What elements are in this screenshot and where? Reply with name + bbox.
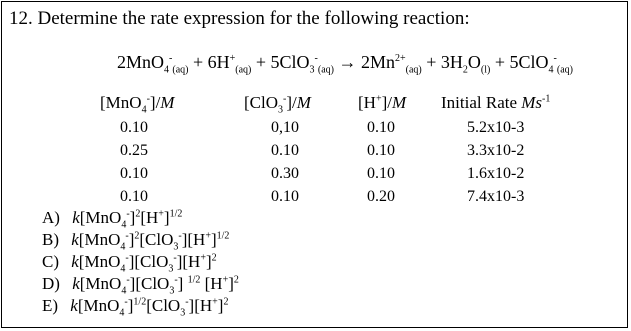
- eq-sup: -: [314, 53, 318, 64]
- eq-o: O: [467, 52, 481, 72]
- reaction-arrow: →: [338, 52, 357, 72]
- eq-sub: 4: [548, 64, 554, 76]
- header-mno4: [MnO$_4$-]/M: [100, 93, 175, 116]
- table-cell: 0,10: [271, 119, 299, 136]
- eq-product-1: 2Mn: [361, 52, 396, 72]
- table-cell: 0.25: [120, 142, 148, 159]
- eq-state: (aq): [235, 64, 252, 76]
- header-h: [H+]/M: [358, 93, 407, 112]
- table-cell: 0.10: [271, 142, 299, 159]
- eq-state: (aq): [556, 64, 573, 76]
- eq-reactant-1: 2MnO: [117, 52, 165, 72]
- eq-sub: 2: [462, 64, 468, 76]
- table-cell: 0.10: [120, 188, 148, 205]
- answer-letter: A): [42, 208, 60, 227]
- eq-state: (aq): [172, 64, 189, 76]
- table-cell: 5.2x10-3: [467, 119, 525, 136]
- header-rate: Initial Rate $Ms^{-1}$: [441, 93, 551, 112]
- answer-letter: D): [42, 274, 60, 293]
- table-cell: 0.10: [120, 119, 148, 136]
- table-cell: 0.20: [367, 188, 395, 205]
- question-text: Determine the rate expression for the following reaction:: [37, 8, 470, 29]
- reaction-equation: [117, 52, 573, 76]
- eq-sup: -: [553, 53, 557, 64]
- eq-sup: +: [229, 53, 236, 64]
- eq-state: (aq): [317, 64, 334, 76]
- eq-sup: -: [169, 53, 173, 64]
- eq-reactant-2: + 6H: [192, 52, 230, 72]
- eq-sub: 4: [164, 64, 170, 76]
- question-header: [9, 8, 470, 30]
- table-cell: 0.10: [367, 165, 395, 182]
- eq-state: (l): [480, 64, 491, 76]
- eq-product-3: + 5ClO: [494, 52, 549, 72]
- eq-state: (aq): [405, 64, 422, 76]
- table-cell: 7.4x10-3: [467, 188, 525, 205]
- eq-sup: 2+: [395, 53, 406, 64]
- answer-e[interactable]: E) $k[MnO_4^-]^{1/2}[ClO_3^-][H^+]^2$: [42, 296, 229, 319]
- answer-d[interactable]: D) k[MnO$_4$-][ClO$_3$-] $^{1/2}$ $[H^+]^2$: [42, 274, 239, 297]
- answer-c[interactable]: C) $k[MnO_4^-][ClO_3^-][H^+]^2$: [42, 252, 217, 275]
- header-clo3: [ClO$_3$-]/M: [244, 93, 311, 116]
- table-cell: 0.10: [120, 165, 148, 182]
- table-cell: 1.6x10-2: [467, 165, 525, 182]
- table-cell: 0.10: [367, 142, 395, 159]
- question-number: 12.: [9, 8, 33, 29]
- answer-letter: E): [42, 296, 59, 315]
- answer-b[interactable]: B) $k[MnO_4^-]^2[ClO_3^-][H^+]^{1/2}$: [42, 230, 230, 253]
- answer-a[interactable]: A) $k[MnO_4^-]^2[H^+]^{1/2}$: [42, 208, 183, 231]
- table-cell: 3.3x10-2: [467, 142, 525, 159]
- eq-reactant-3: + 5ClO: [255, 52, 310, 72]
- answer-letter: C): [42, 252, 59, 271]
- table-cell: 0.10: [271, 188, 299, 205]
- table-cell: 0.10: [367, 119, 395, 136]
- eq-sub: 3: [309, 64, 315, 76]
- table-cell: 0.30: [271, 165, 299, 182]
- eq-product-2: + 3H: [426, 52, 463, 72]
- answer-letter: B): [42, 230, 59, 249]
